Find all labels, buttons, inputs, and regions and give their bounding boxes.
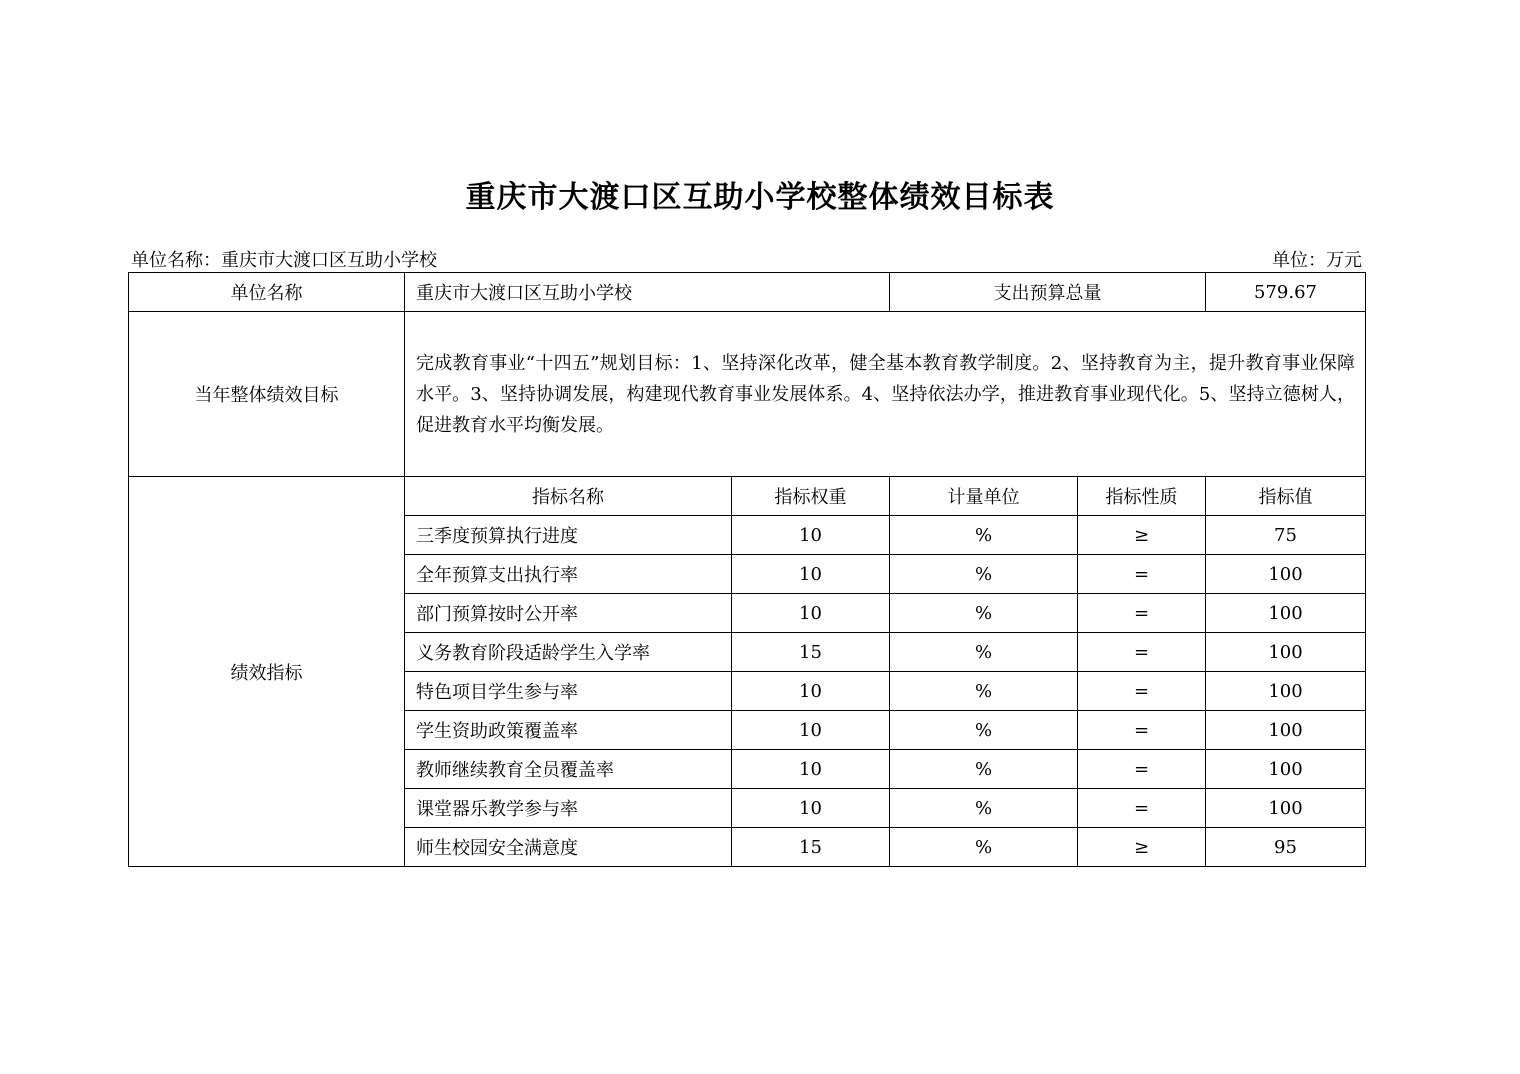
header-indicator-nature: 指标性质 [1078, 477, 1206, 516]
indicators-section-label: 绩效指标 [129, 477, 405, 867]
page-title: 重庆市大渡口区互助小学校整体绩效目标表 [465, 180, 1055, 215]
header-indicator-name: 指标名称 [405, 477, 732, 516]
unit-name-label: 单位名称：重庆市大渡口区互助小学校 [131, 250, 437, 271]
indicator-unit: % [890, 516, 1078, 555]
indicator-nature: = [1078, 789, 1206, 828]
indicator-name: 教师继续教育全员覆盖率 [405, 750, 732, 789]
indicator-value: 100 [1206, 633, 1366, 672]
header-measure-unit: 计量单位 [890, 477, 1078, 516]
indicator-weight: 10 [732, 789, 890, 828]
indicator-nature: ≥ [1078, 828, 1206, 867]
indicator-name: 义务教育阶段适龄学生入学率 [405, 633, 732, 672]
indicator-unit: % [890, 789, 1078, 828]
indicator-nature: = [1078, 633, 1206, 672]
indicator-weight: 10 [732, 555, 890, 594]
indicator-name: 特色项目学生参与率 [405, 672, 732, 711]
indicator-name: 课堂器乐教学参与率 [405, 789, 732, 828]
indicator-value: 100 [1206, 594, 1366, 633]
indicator-weight: 10 [732, 750, 890, 789]
indicator-name: 师生校园安全满意度 [405, 828, 732, 867]
indicator-weight: 10 [732, 594, 890, 633]
indicator-unit: % [890, 594, 1078, 633]
indicator-unit: % [890, 828, 1078, 867]
unit-name-value: 重庆市大渡口区互助小学校 [405, 273, 890, 312]
indicator-nature: = [1078, 750, 1206, 789]
indicator-unit: % [890, 750, 1078, 789]
indicator-unit: % [890, 672, 1078, 711]
indicator-name: 三季度预算执行进度 [405, 516, 732, 555]
unit-name-header: 单位名称 [129, 273, 405, 312]
indicator-nature: = [1078, 711, 1206, 750]
indicator-nature: = [1078, 555, 1206, 594]
indicator-weight: 10 [732, 516, 890, 555]
indicator-unit: % [890, 555, 1078, 594]
indicator-nature: = [1078, 672, 1206, 711]
performance-target-table [128, 272, 1366, 867]
indicator-weight: 15 [732, 633, 890, 672]
indicator-name: 全年预算支出执行率 [405, 555, 732, 594]
header-indicator-value: 指标值 [1206, 477, 1366, 516]
indicator-value: 100 [1206, 750, 1366, 789]
header-indicator-weight: 指标权重 [732, 477, 890, 516]
indicator-nature: = [1078, 594, 1206, 633]
indicator-name: 学生资助政策覆盖率 [405, 711, 732, 750]
budget-header: 支出预算总量 [890, 273, 1206, 312]
indicator-weight: 10 [732, 711, 890, 750]
indicator-value: 100 [1206, 555, 1366, 594]
indicator-value: 75 [1206, 516, 1366, 555]
indicator-nature: ≥ [1078, 516, 1206, 555]
indicator-unit: % [890, 711, 1078, 750]
goal-text: 完成教育事业“十四五”规划目标：1、坚持深化改革，健全基本教育教学制度。2、坚持教育为主，提升教育事业保障水平。3、坚持协调发展，构建现代教育事业发展体系。4、坚持依法办学，推进教育事业现代化。5、坚持立德树人，促进教育水平均衡发展。 [405, 312, 1366, 477]
indicator-header-row [129, 477, 1366, 516]
currency-unit-label: 单位：万元 [1272, 250, 1362, 271]
indicator-value: 100 [1206, 789, 1366, 828]
budget-value: 579.67 [1206, 273, 1366, 312]
indicator-value: 100 [1206, 672, 1366, 711]
indicator-value: 100 [1206, 711, 1366, 750]
goal-label: 当年整体绩效目标 [129, 312, 405, 477]
summary-row [129, 273, 1366, 312]
goal-row [129, 312, 1366, 477]
indicator-weight: 15 [732, 828, 890, 867]
indicator-weight: 10 [732, 672, 890, 711]
indicator-value: 95 [1206, 828, 1366, 867]
indicator-unit: % [890, 633, 1078, 672]
indicator-name: 部门预算按时公开率 [405, 594, 732, 633]
